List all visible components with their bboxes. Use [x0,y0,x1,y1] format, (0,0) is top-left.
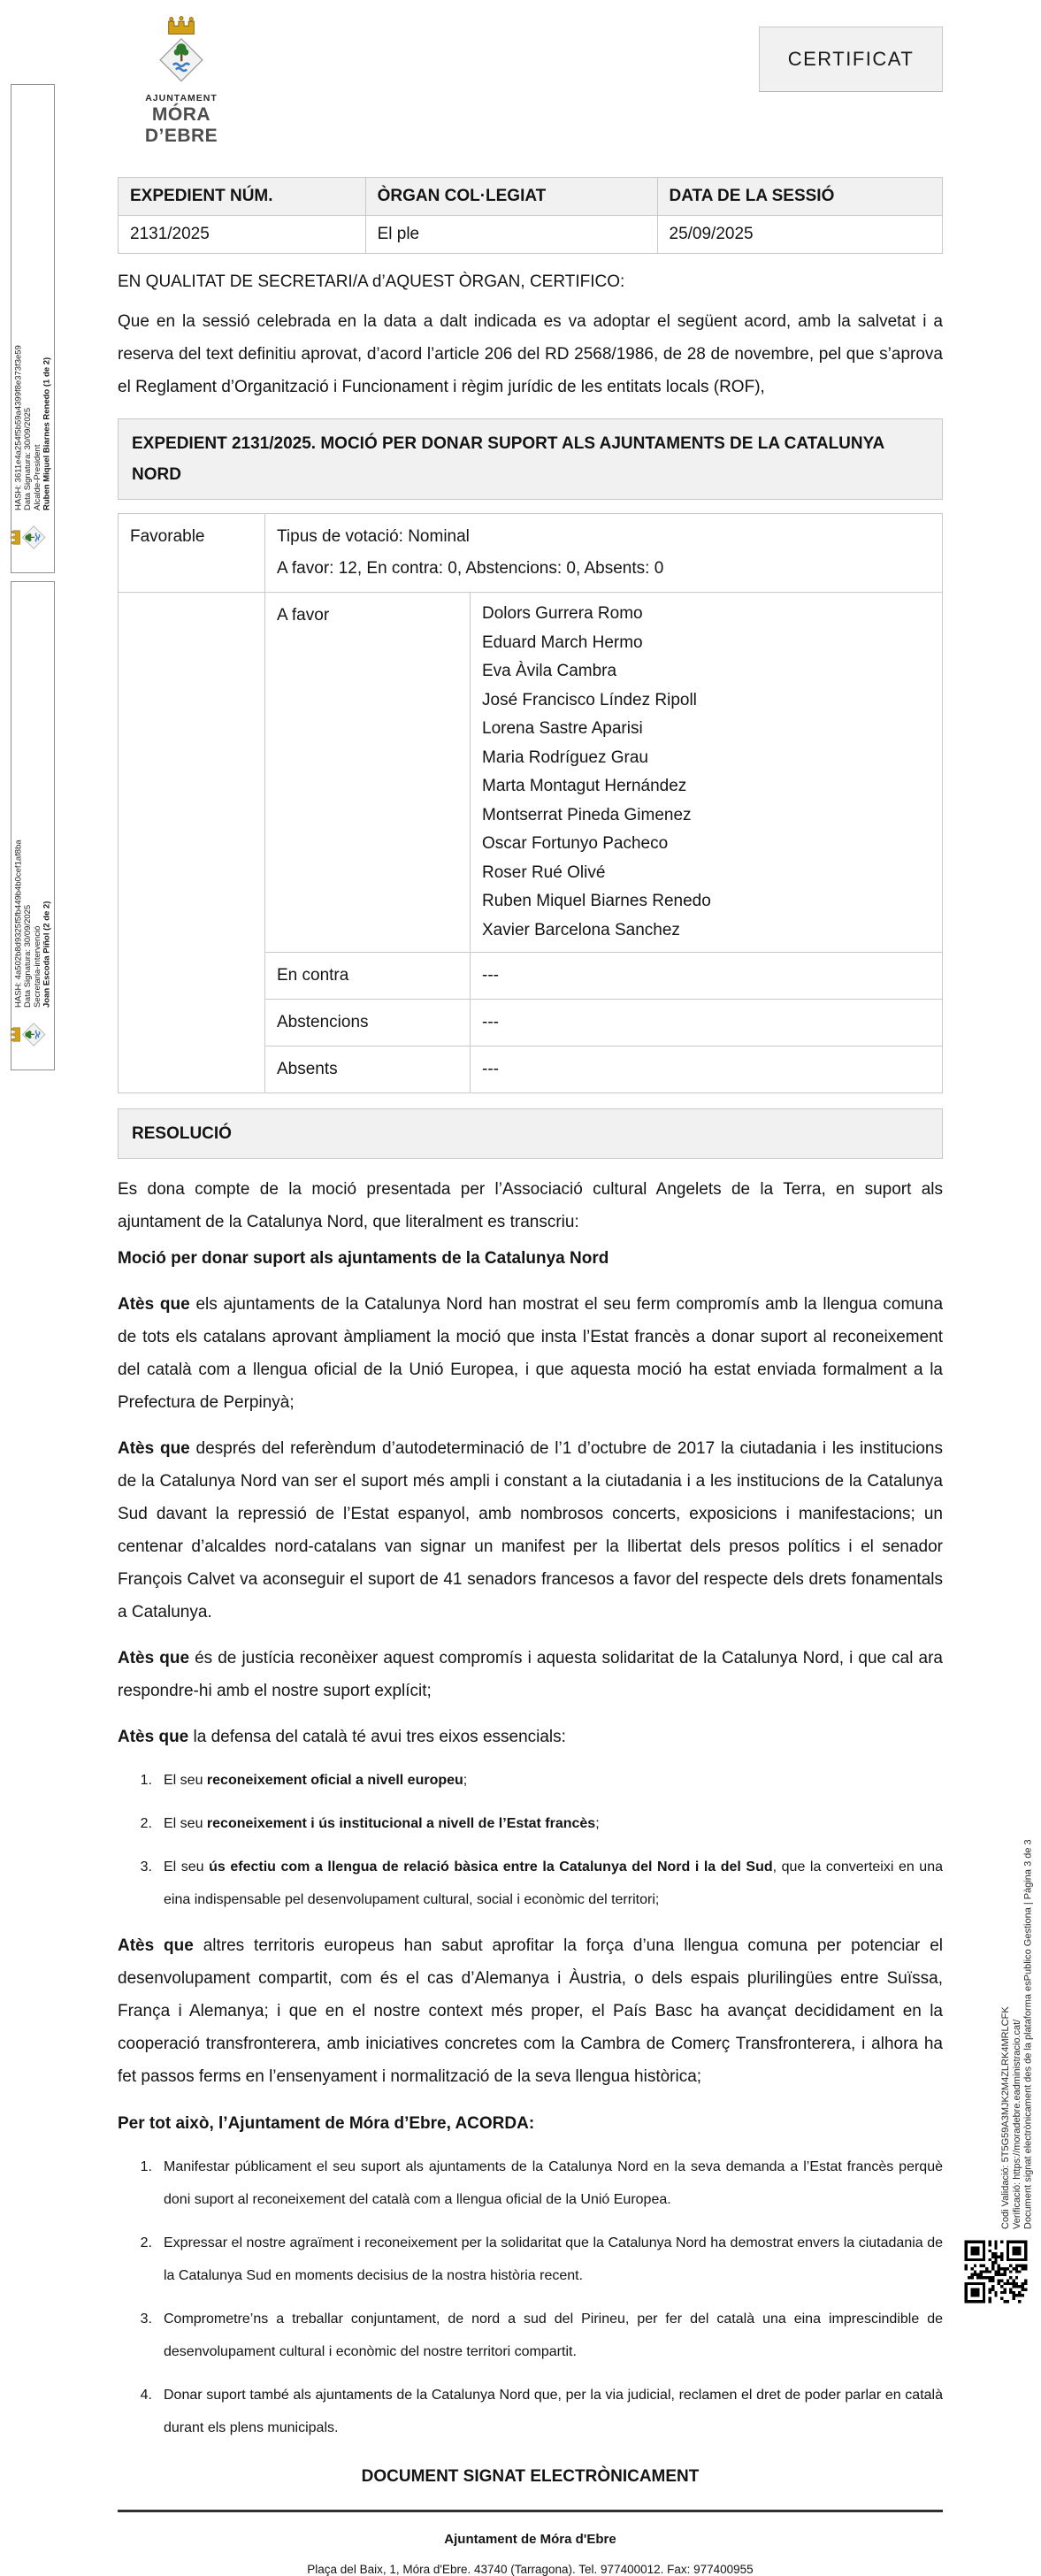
voter-name: Montserrat Pineda Gimenez [482,805,692,824]
validation-code-line: Codi Validació: 5T5G59A3MJK2M4ZLRK4MRLCFK [999,2006,1011,2229]
town-crest-icon [128,14,234,90]
list-item: Manifestar públicament el seu suport als ajuntaments de la Catalunya Nord en la seva demanda a l’Estat francès perquè doni suport al reconeixement del català com a llengua oficial de la Unió Europea. [164,2159,943,2207]
voter-name: Lorena Sastre Aparisi [482,719,643,738]
expedient-info-table [118,177,943,254]
voter-name: Dolors Gurrera Romo [482,604,643,623]
acorda-item-1 [118,2150,943,2216]
list-item: Expressar el nostre agraïment i reconeixement per la solidaritat que la Catalunya Nord ha demostrat envers la ciutadania de la Catalunya Sud en moments decisius de la nostra història recent. [164,2235,943,2283]
paragraph-lead: Atès que [118,1439,190,1458]
table-row [119,216,943,254]
paragraph-text: és de justícia reconèixer aquest compromís i aquesta solidaritat de la Catalunya Nord, i que cal ara respondre-hi amb el nostre suport explícit; [118,1649,943,1700]
logo-block [128,14,234,147]
table-row [119,593,943,953]
expedient-heading: EXPEDIENT 2131/2025. MOCIÓ PER DONAR SUPORT ALS AJUNTAMENTS DE LA CATALUNYA NORD [118,418,943,500]
col-header-data-sessio: DATA DE LA SESSIÓ [657,178,942,216]
table-row [119,514,943,593]
a-favor-names [471,593,943,953]
list-number: 3. [140,2312,152,2327]
validation-margin-text [1000,1654,1034,2229]
organ-value: El ple [365,216,657,254]
town-crest-icon [10,521,55,555]
resolucio-heading: RESOLUCIÓ [118,1108,943,1159]
resolucio-intro: Es dona compte de la moció presentada per l’Associació cultural Angelets de la Terra, en suport als ajuntament de la Catalunya Nord, que literalment es transcriu: [118,1180,943,1231]
absents-value: --- [471,1046,943,1093]
signer-date: Data Signatura: 30/09/2025 [23,407,34,510]
list-number: 2. [140,1816,152,1831]
vote-type-line: Tipus de votació: Nominal [277,527,470,546]
en-contra-label: En contra [265,953,471,1000]
col-header-organ: ÒRGAN COL·LEGIAT [365,178,657,216]
signer-hash: HASH: 3611e4a254f5b59a4399f8e373f3e59 [13,345,24,510]
vote-table [118,513,943,1093]
voter-name: José Francisco Líndez Ripoll [482,690,697,709]
list-item [164,1807,943,1840]
eixos-item-1 [118,1764,943,1797]
item-text: El seu [164,1816,207,1831]
signature-box-2 [11,581,55,1070]
org-name: MÓRA D’EBRE [144,104,218,146]
paragraph-lead: Atès que [118,1728,189,1746]
absents-label: Absents [265,1046,471,1093]
list-item [164,1851,943,1916]
vote-counts-line: A favor: 12, En contra: 0, Abstencions: 0, Absents: 0 [277,559,664,578]
paragraph-text: la defensa del català té avui tres eixos essencials: [193,1728,566,1746]
ates-paragraph-1 [118,1288,943,1419]
signer-date: Data Signatura: 30/09/2025 [23,904,34,1008]
eixos-item-2 [118,1807,943,1840]
list-number: 1. [140,1773,152,1788]
a-favor-label: A favor [265,593,471,953]
ates-paragraph-4 [118,1721,943,1753]
page-footer [118,2510,943,2576]
list-item: Comprometre’ns a treballar conjuntament, de nord a sud del Pirineu, per fer del català una eina imprescindible de desenvolupament cultural i econòmic del nostre territori compartit. [164,2312,943,2359]
expedient-number: 2131/2025 [119,216,366,254]
item-text: , que la converteixi en una eina indispensable pel desenvolupament cultural, social i econòmic del territori; [164,1859,943,1907]
signature-box-1 [11,84,55,573]
abstencions-label: Abstencions [265,1000,471,1046]
doc-type-badge: CERTIFICAT [759,27,943,92]
voter-name: Marta Montagut Hernández [482,777,687,795]
vote-summary-cell [265,514,943,593]
qr-code [963,2239,1029,2304]
verification-url-line: Verificació: https://moradebre.eadministracio.cat/ [1011,2019,1022,2229]
paragraph-text: els ajuntaments de la Catalunya Nord han mostrat el seu ferm compromís amb la llengua comuna de tots els catalans aprovant àmpliament la moció que insta l’Estat francès a donar suport al reconeixement del català com a llengua oficial de la Unió Europea, i que aquesta moció ha estat enviada formalment a la Prefectura de Perpinyà; [118,1295,944,1412]
abstencions-value: --- [471,1000,943,1046]
col-header-expedient: EXPEDIENT NÚM. [119,178,366,216]
signature-text-2 [13,587,52,1008]
acorda-item-4 [118,2379,943,2444]
footer-address: Plaça del Baix, 1, Móra d'Ebre. 43740 (Tarragona). Tel. 977400012. Fax: 977400955 [307,2563,754,2576]
org-subtitle: AJUNTAMENT [145,93,218,104]
voter-name: Eduard March Hermo [482,632,643,652]
session-date: 25/09/2025 [657,216,942,254]
paragraph-text: després del referèndum d’autodeterminació de l’1 d’octubre de 2017 la ciutadania i les institucions de la Catalunya Nord van ser el suport més ampli i constant a la ciutadania i a les institucions de la Catalunya Sud davant la repressió de l’Estat espanyol, amb nombrosos concerts, exposicions i manifestacions; un centenar d’alcaldes nord-catalans van signar un manifest per la llibertat dels presos polítics i el senador François Calvet va aconseguir el suport de 41 senadors francesos a favor del respecte dels drets fonamentals a Catalunya. [118,1439,943,1622]
acorda-heading: Per tot això, l’Ajuntament de Móra d’Ebre, ACORDA: [118,2114,535,2133]
en-contra-value: --- [471,953,943,1000]
signature-text-1 [13,90,52,510]
paragraph-lead: Atès que [118,1649,190,1668]
paragraph-lead: Atès que [118,1295,190,1314]
voter-name: Ruben Miquel Biarnes Renedo [482,892,711,910]
list-number: 1. [140,2159,152,2174]
document-header [118,0,943,177]
acorda-item-2 [118,2227,943,2292]
item-bold-text: ús efectiu com a llengua de relació bàsica entre la Catalunya del Nord i la del Sud [209,1859,773,1874]
item-text: El seu [164,1859,210,1874]
acorda-item-3 [118,2303,943,2368]
platform-page-line: Document signat electrònicament des de la plataforma esPublico Gestiona | Pàgina 3 de 3 [1022,1839,1034,2229]
list-number: 2. [140,2235,152,2250]
motion-title: Moció per donar suport als ajuntaments de la Catalunya Nord [118,1249,609,1268]
voter-name: Oscar Fortunyo Pacheco [482,834,669,853]
signer-name: Joan Escoda Piñol (2 de 2) [42,901,52,1008]
ates-paragraph-3 [118,1642,943,1707]
signer-name: Ruben Miquel Biarnes Renedo (1 de 2) [42,356,52,510]
vote-result: Favorable [119,514,265,593]
item-text: El seu [164,1773,207,1788]
signed-electronically-line: DOCUMENT SIGNAT ELECTRÒNICAMENT [361,2467,700,2486]
item-text: ; [463,1773,468,1788]
signer-role: Alcalde-President [32,444,42,510]
item-bold-text: reconeixement i ús institucional a nivell de l’Estat francès [206,1816,596,1831]
intro-paragraph: Que en la sessió celebrada en la data a dalt indicada es va adoptar el següent acord, amb la salvetat i a reserva del text definitiu aprovat, d’acord l’article 206 del RD 2568/1986, de 28 de novembre, pel que s’aprova el Reglament d’Organització i Funcionament i règim jurídic de les entitats locals (ROF), [118,312,943,396]
eixos-item-3 [118,1851,943,1916]
voter-name: Xavier Barcelona Sanchez [482,920,680,939]
document-body [118,0,943,2576]
list-item: Donar suport també als ajuntaments de la Catalunya Nord que, per la via judicial, reclamen el dret de poder parlar en català durant els plens municipals. [164,2388,943,2435]
list-item [164,1764,943,1797]
footer-org-name: Ajuntament de Móra d'Ebre [444,2532,616,2547]
list-number: 3. [140,1859,152,1874]
ates-paragraph-2 [118,1432,943,1629]
voter-name: Roser Rué Olivé [482,862,606,882]
paragraph-text: altres territoris europeus han sabut aprofitar la força d’una llengua comuna per potenciar el desenvolupament compartit, com és el cas d’Alemanya i Àustria, o dels espais plurilingües entre Suïssa, França i Alemanya; i que en el nostre context més proper, el País Basc ha avançat decididament en la cooperació transfronterera, amb iniciatives concretes com la Cambra de Comerç Transfronterera, i alhora ha fet passos ferms en l’ensenyament i normalització de la seva llengua històrica; [118,1936,944,2086]
paragraph-lead: Atès que [118,1936,194,1955]
item-text: ; [595,1816,600,1831]
town-crest-icon [10,1018,55,1052]
empty-cell [119,593,265,1093]
list-number: 4. [140,2388,152,2403]
voter-name: Eva Àvila Cambra [482,662,617,680]
voter-name: Maria Rodríguez Grau [482,748,648,767]
signer-role: Secretaria-intervenció [32,925,42,1008]
ates-paragraph-5 [118,1929,943,2093]
signer-hash: HASH: 4a502b8d9325f5fb449b4b0cef1af8ba [13,840,24,1008]
item-bold-text: reconeixement oficial a nivell europeu [206,1773,463,1788]
certify-line: EN QUALITAT DE SECRETARI/A d’AQUEST ÒRGAN, CERTIFICO: [118,272,625,291]
